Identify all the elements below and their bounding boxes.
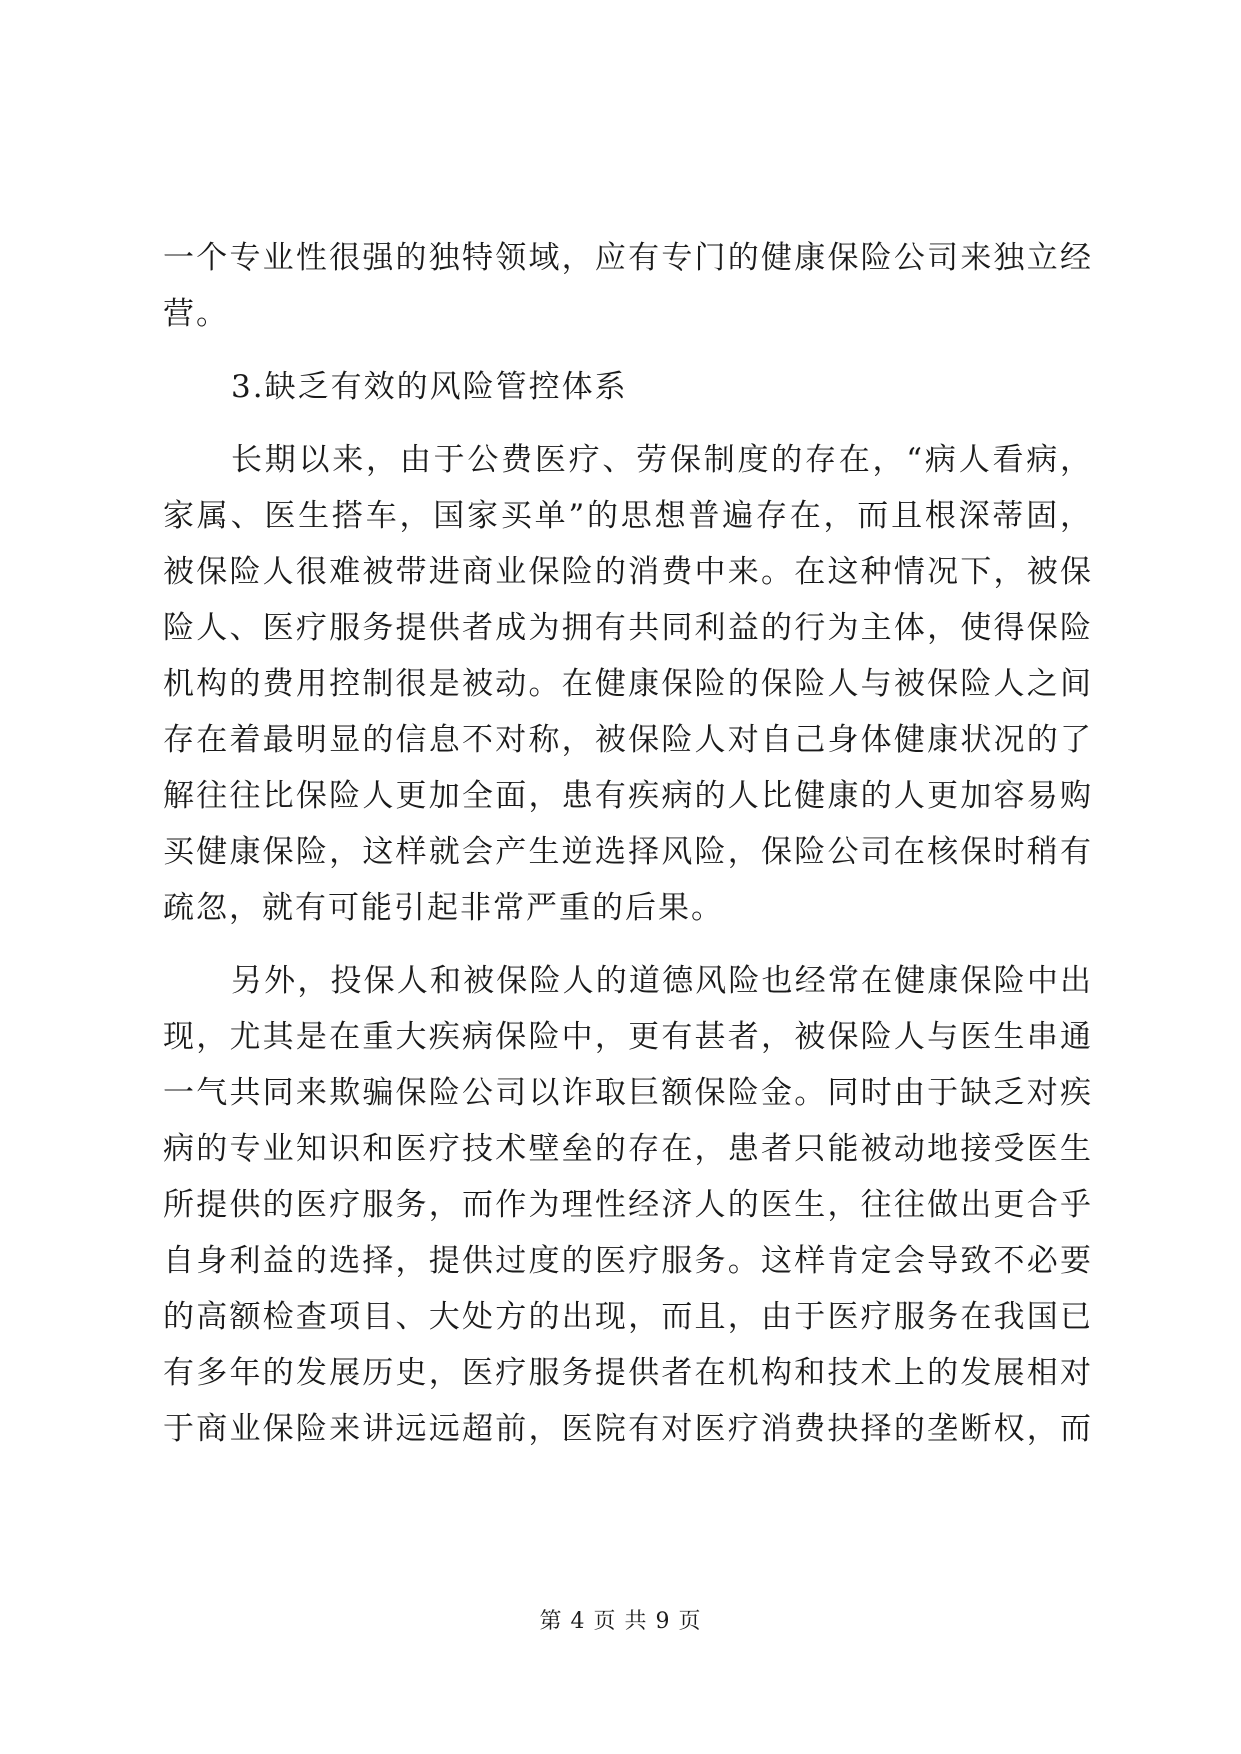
text-line: 病的专业知识和医疗技术壁垒的存在，患者只能被动地接受医生	[163, 1131, 1093, 1167]
text-line: 被保险人很难被带进商业保险的消费中来。在这种情况下，被保	[163, 554, 1093, 590]
text-line: 有多年的发展历史，医疗服务提供者在机构和技术上的发展相对	[163, 1355, 1093, 1391]
text-line: 于商业保险来讲远远超前，医院有对医疗消费抉择的垄断权，而	[163, 1411, 1093, 1447]
text-line: 一个专业性很强的独特领域，应有专门的健康保险公司来独立经	[163, 240, 1093, 276]
text-line: 另外，投保人和被保险人的道德风险也经常在健康保险中出	[231, 963, 1093, 999]
text-line: 长期以来，由于公费医疗、劳保制度的存在，“病人看病，	[231, 442, 1093, 478]
section-heading: 3.缺乏有效的风险管控体系	[231, 369, 628, 405]
text-line: 营。	[163, 296, 229, 332]
text-line: 买健康保险，这样就会产生逆选择风险，保险公司在核保时稍有	[163, 834, 1093, 870]
text-line: 自身利益的选择，提供过度的医疗服务。这样肯定会导致不必要	[163, 1243, 1093, 1279]
text-line: 所提供的医疗服务，而作为理性经济人的医生，往往做出更合乎	[163, 1187, 1093, 1223]
text-line: 家属、医生搭车，国家买单”的思想普遍存在，而且根深蒂固，	[163, 498, 1093, 534]
document-body	[163, 230, 1093, 1457]
text-line: 解往往比保险人更加全面，患有疾病的人比健康的人更加容易购	[163, 778, 1093, 814]
text-line: 疏忽，就有可能引起非常严重的后果。	[163, 890, 724, 926]
text-line: 的高额检查项目、大处方的出现，而且，由于医疗服务在我国已	[163, 1299, 1093, 1335]
text-line: 存在着最明显的信息不对称，被保险人对自己身体健康状况的了	[163, 722, 1093, 758]
text-line: 现，尤其是在重大疾病保险中，更有甚者，被保险人与医生串通	[163, 1019, 1093, 1055]
text-line: 一气共同来欺骗保险公司以诈取巨额保险金。同时由于缺乏对疾	[163, 1075, 1093, 1111]
text-line: 险人、医疗服务提供者成为拥有共同利益的行为主体，使得保险	[163, 610, 1093, 646]
text-line: 机构的费用控制很是被动。在健康保险的保险人与被保险人之间	[163, 666, 1093, 702]
page-number-footer: 第 4 页 共 9 页	[539, 1609, 702, 1634]
